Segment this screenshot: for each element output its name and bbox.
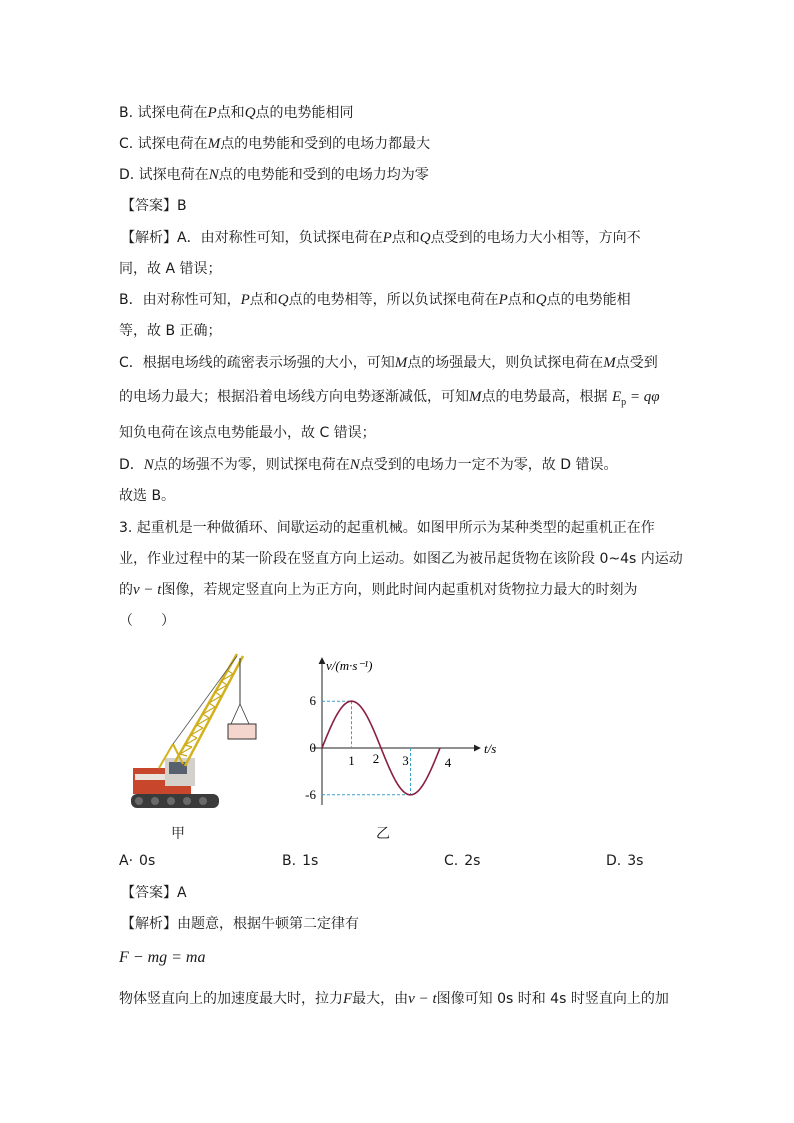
answer-1: 【答案】B [121,198,187,214]
analysis-1-a-line1: 【解析】A．由对称性可知，负试探电荷在P点和Q点受到的电场力大小相等，方向不 [121,230,641,246]
option-d: D. 试探电荷在N点的电势能和受到的电场力均为零 [119,167,429,183]
crane-illustration [125,646,265,816]
y-tick-label: 6 [309,693,316,709]
analysis-tag: 【解析】 [121,916,177,932]
analysis-1-b-line1: B．由对称性可知，P点和Q点的电势相等，所以负试探电荷在P点和Q点的电势能相 [119,292,631,308]
analysis-1-d-line1: D．N点的场强不为零，则试探电荷在N点受到的电场力一定不为零，故 D 错误。 [119,457,618,473]
analysis-1-b-line2: 等，故 B 正确； [119,323,222,339]
analysis-tag: 【解析】 [121,230,177,246]
analysis-1-conclusion: 故选 B。 [119,488,176,504]
x-tick-label: 2 [372,751,380,766]
x-tick-label: 1 [348,753,355,768]
question-3-line4: （ ） [119,613,175,629]
answer-tag: 【答案】 [121,885,177,901]
analysis-2-line1: 【解析】由题意，根据牛顿第二定律有 [121,916,359,932]
analysis-1-a-line2: 同，故 A 错误； [119,261,222,277]
answer-tag: 【答案】 [121,198,177,214]
option-c: C. 试探电荷在M点的电势能和受到的电场力都最大 [119,136,431,152]
formula-newton: F − mg = ma [119,949,206,966]
analysis-1-c-line1: C．根据电场线的疏密表示场强的大小，可知M点的场强最大，则负试探电荷在M点受到 [119,355,658,371]
point-p: P [207,105,217,121]
analysis-1-c-line3: 知负电荷在该点电势能最小，故 C 错误； [119,425,376,441]
cargo-box [228,724,256,739]
choice-a[interactable]: A· 0s [119,853,156,869]
analysis-2-last: 物体竖直向上的加速度最大时，拉力F最大，由v − t图像可知 0s 时和 4s 时竖直向上的加 [119,991,669,1007]
analysis-1-c-line2: 的电场力最大；根据沿着电场线方向电势逐渐减低，可知M点的电势最高，根据 $E_p = q\varphi$ [119,389,660,408]
x-tick-label: 4 [444,755,452,770]
choice-d[interactable]: D. 3s [606,853,644,869]
point-n: N [208,167,219,183]
question-3-line2: 业，作业过程中的某一阶段在竖直方向上运动。如图乙为被吊起货物在该阶段 0~4s 内运动 [119,551,683,567]
y-tick-label: -6 [305,786,316,802]
question-3-line1: 3. 起重机是一种做循环、间歇运动的起重机械。如图甲所示为某种类型的起重机正在作 [119,520,655,536]
caption-yi: 乙 [376,826,390,842]
point-m: M [207,136,221,152]
point-q: Q [244,105,256,121]
option-b: B. 试探电荷在P点和Q点的电势能相同 [119,105,354,121]
choice-b[interactable]: B. 1s [282,853,319,869]
x-tick-label: 3 [402,753,409,768]
x-axis-label: t/s [484,741,497,756]
choice-c[interactable]: C. 2s [444,853,481,869]
formula-ep: $E_p = q\varphi$ [611,389,660,408]
question-3-line3: 的v − t图像，若规定竖直向上为正方向，则此时间内起重机对货物拉力最大的时刻为 [119,582,638,598]
caption-jia: 甲 [171,826,185,842]
y-axis-label: v/(m·s⁻¹) [326,658,373,673]
vt-graph [300,650,510,820]
answer-2: 【答案】A [121,885,187,901]
y-tick-label: 0 [309,740,316,755]
